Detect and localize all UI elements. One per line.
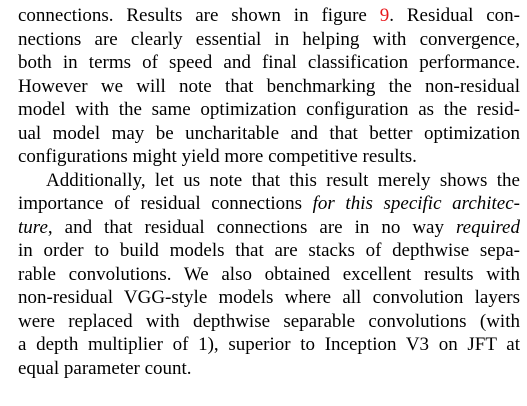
text-line: were replaced with depthwise separable convolutions (with [18,310,520,332]
figure-reference-link[interactable]: 9 [379,5,390,26]
paragraph-results [18,4,520,169]
text-line [18,192,520,216]
text-line [18,4,520,28]
text-line: Additionally, let us note that this result merely shows the [46,169,520,191]
paragraph-residual-connections [18,169,520,381]
text-line: nections are clearly essential in helping with convergence, [18,28,520,50]
text-span: importance of residual connections [18,193,313,214]
text-line: ual model may be uncharitable and that better optimization [18,122,520,144]
text-line: configurations might yield more competitive results. [18,146,417,167]
emphasis-text: for this specific architec- [312,193,521,214]
text-line: model with the same optimization configuration as the resid- [18,99,520,120]
text-line: However we will note that benchmarking the non-residual [18,75,520,97]
text-span: connections. Results are shown in figure [18,5,380,26]
text-line: in order to build models that are stacks of depthwise sepa- [18,240,520,261]
text-line: a depth multiplier of 1), superior to Inception V3 on JFT at [18,334,520,355]
paper-body-text [18,4,520,380]
text-line: non-residual VGG-style models where all convolution layers [18,287,520,308]
emphasis-text: ture [18,216,48,238]
text-line: both in terms of speed and final classification performance. [18,52,520,73]
text-line: equal parameter count. [18,357,192,379]
emphasis-text: required [455,216,520,238]
text-span: . Residual con- [389,5,520,26]
text-span: , and that residual connections are in no way [47,216,456,238]
text-line: rable convolutions. We also obtained excellent results with [18,263,520,285]
text-line [18,216,520,240]
